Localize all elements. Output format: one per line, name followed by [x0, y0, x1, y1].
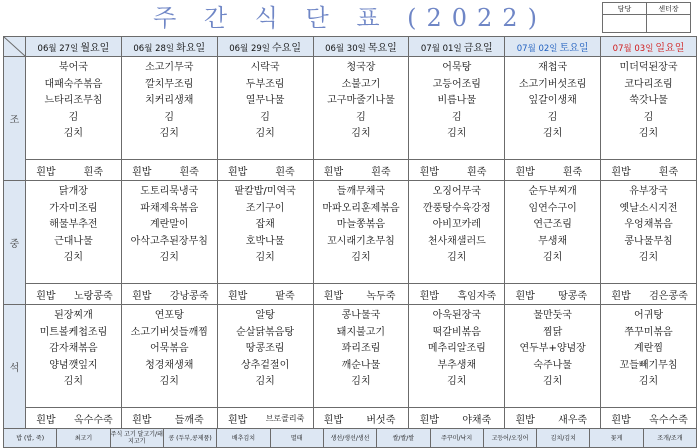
legend-item: 멸태: [271, 429, 324, 447]
dish-item: 치커리생채: [145, 95, 194, 106]
dish-item: 고구마줄기나물: [327, 95, 395, 106]
menu-cell-thu: [313, 57, 409, 181]
dish-list: [218, 305, 313, 407]
approval-director-label: 센터장: [647, 3, 691, 15]
dish-item: 연포탕: [154, 310, 184, 321]
porridge-label: 땅콩죽: [558, 290, 588, 302]
meal-label: 조: [4, 57, 26, 181]
legend-item: 쌀/쌀/쌀: [377, 429, 430, 447]
dish-item: 김치: [351, 376, 371, 387]
dish-list: [122, 305, 217, 407]
dish-item: 미더덕된장국: [619, 62, 678, 73]
dish-item: 깨순나물: [341, 359, 381, 371]
dish-item: 깔치무조림: [145, 78, 194, 90]
dish-list: [601, 181, 696, 283]
rice-porridge-row: [218, 283, 313, 304]
dish-item: 김치: [255, 128, 275, 139]
rice-label: 흰밥: [611, 166, 631, 178]
menu-cell-sat: [505, 305, 601, 429]
dish-item: 김: [260, 111, 270, 123]
dish-item: 소불고기: [341, 78, 381, 90]
dish-item: 연두부+양념장: [519, 343, 586, 354]
rice-porridge-row: [26, 159, 121, 180]
menu-cell-tue: [121, 57, 217, 181]
dish-item: 양념깻잎지: [49, 359, 98, 371]
dish-item: 김치: [255, 252, 275, 263]
menu-cell-thu: [313, 181, 409, 305]
dish-item: 도토리묵냉국: [140, 186, 199, 197]
porridge-label: 흰죽: [371, 166, 391, 178]
rice-label: 흰밥: [515, 290, 535, 302]
dish-item: 땅콩조림: [245, 343, 285, 354]
dish-item: 메추리알조림: [427, 343, 486, 354]
dish-list: [505, 57, 600, 159]
legend-item: 배추김치: [217, 429, 270, 447]
rice-porridge-row: [122, 283, 217, 304]
legend-item: 고등어/오징어: [484, 429, 537, 447]
rice-label: 흰밥: [323, 166, 344, 178]
rice-label: 흰밥: [36, 290, 56, 302]
menu-cell-sun: [601, 305, 697, 429]
menu-cell-tue: [121, 305, 217, 429]
legend-item: 최고기: [57, 429, 110, 447]
rice-label: 흰밥: [132, 166, 152, 178]
approval-staff-label: 담당: [603, 3, 647, 15]
day-header-sun: 07월 03일 일요일: [601, 37, 697, 57]
day-header-fri: 07월 01일 금요일: [409, 37, 505, 57]
dish-item: 꼬시래기초무침: [327, 235, 395, 247]
porridge-label: 노랑콩죽: [74, 290, 113, 302]
dish-item: 소고기버섯조림: [518, 78, 587, 90]
dish-item: 느타리조무침: [44, 95, 103, 106]
day-header-mon: 06월 27일 월요일: [26, 37, 122, 57]
dish-item: 열무나물: [245, 95, 285, 106]
rice-label: 흰밥: [419, 290, 439, 302]
dish-item: 시락국: [250, 62, 280, 73]
meal-label: 중: [4, 181, 26, 305]
menu-cell-wed: [217, 305, 313, 429]
dish-item: 우엉채볶음: [624, 219, 673, 230]
rice-porridge-row: [218, 159, 313, 180]
dish-item: 쑥갓나물: [629, 95, 668, 106]
dish-item: 김치: [542, 376, 563, 387]
menu-cell-fri: [409, 181, 505, 305]
rice-label: 흰밥: [611, 414, 631, 426]
porridge-label: 녹두죽: [366, 290, 396, 302]
porridge-label: 버섯죽: [366, 414, 396, 426]
rice-porridge-row: [122, 159, 217, 180]
rice-porridge-row: [601, 283, 696, 304]
dish-item: 김치: [447, 128, 467, 139]
dish-item: 닭개장: [58, 186, 88, 197]
dish-list: [26, 57, 121, 159]
header-corner: [4, 37, 26, 57]
meal-row: [4, 57, 697, 181]
day-header-tue: 06월 28일 화요일: [121, 37, 217, 57]
rice-label: 흰밥: [515, 414, 535, 426]
dish-item: 고등어조림: [432, 78, 481, 90]
menu-cell-sat: [505, 181, 601, 305]
rice-label: 흰밥: [227, 414, 248, 426]
menu-cell-tue: [121, 181, 217, 305]
dish-item: 계란말이: [149, 219, 189, 230]
dish-item: 오징어무국: [432, 186, 481, 197]
dish-item: 김치: [351, 128, 371, 139]
porridge-label: 새우죽: [558, 414, 588, 426]
dish-item: 부추생채: [437, 359, 477, 371]
dish-list: [26, 305, 121, 407]
day-header-sat: 07월 02일 토요일: [505, 37, 601, 57]
porridge-label: 검은콩죽: [649, 290, 688, 302]
approval-box: [602, 2, 691, 33]
dish-item: 김치: [159, 128, 179, 139]
menu-cell-wed: [217, 181, 313, 305]
diagonal-line-icon: [4, 37, 25, 56]
dish-item: 옛날소시지전: [619, 202, 678, 214]
dish-item: 감자채볶음: [49, 343, 98, 354]
rice-porridge-row: [314, 283, 409, 304]
dish-item: 김치: [63, 376, 84, 387]
menu-cell-sun: [601, 181, 697, 305]
dish-item: 김치: [159, 376, 179, 387]
day-header-thu: 06월 30일 목요일: [313, 37, 409, 57]
rice-label: 흰밥: [227, 290, 248, 302]
dish-item: 김치: [159, 252, 179, 263]
dish-item: 김치: [638, 252, 659, 263]
dish-item: 김치: [447, 252, 467, 263]
rice-label: 흰밥: [515, 166, 535, 178]
porridge-label: 흰죽: [658, 166, 679, 178]
dish-item: 김치: [255, 376, 275, 387]
rice-porridge-row: [409, 159, 504, 180]
dish-item: 청국장: [346, 62, 376, 73]
rice-porridge-row: [601, 159, 696, 180]
dish-item: 김치: [638, 128, 659, 139]
rice-label: 흰밥: [36, 166, 56, 178]
dish-list: [601, 57, 696, 159]
rice-label: 흰밥: [323, 414, 344, 426]
porridge-label: 브로콜리죽: [265, 413, 305, 423]
dish-item: 알탕: [255, 310, 275, 321]
dish-item: 김: [68, 111, 79, 123]
menu-cell-sun: [601, 57, 697, 181]
dish-list: [314, 305, 409, 407]
dish-item: 김치: [447, 376, 467, 387]
day-header-row: [4, 37, 697, 57]
legend-item: 콩 (두부,콩제품): [164, 429, 217, 447]
legend-item: 김치/김치: [537, 429, 590, 447]
menu-cell-mon: [26, 305, 122, 429]
dish-list: [218, 57, 313, 159]
dish-item: 김치: [638, 376, 659, 387]
dish-list: [505, 305, 600, 407]
dish-list: [409, 181, 504, 283]
dish-item: 대패숙주볶음: [44, 78, 103, 90]
dish-item: 상추겉절이: [240, 359, 290, 371]
legend-item: 밥 (밥, 죽): [4, 429, 57, 447]
dish-item: 꼬들빼기무침: [619, 359, 678, 371]
dish-item: 물만둣국: [533, 310, 572, 321]
dish-item: 돼지불고기: [336, 326, 386, 338]
dish-item: 김치: [351, 252, 371, 263]
dish-item: 가자미조림: [49, 202, 98, 214]
dish-item: 해물부추전: [49, 219, 98, 230]
dish-list: [505, 181, 600, 283]
legend-item: 조개/조개: [657, 434, 683, 442]
dish-item: 깐풍탕수육강정: [422, 202, 491, 214]
dish-item: 북어국: [58, 62, 88, 73]
dish-item: 콩나물국: [341, 310, 381, 321]
dish-item: 청경채생채: [145, 359, 194, 371]
dish-item: 마파오리훈제볶음: [322, 202, 400, 214]
legend-item: 주식 고기 달고기/돼지고기: [110, 431, 163, 445]
porridge-label: 흰죽: [467, 166, 487, 178]
rice-label: 흰밥: [419, 414, 439, 426]
porridge-label: 옥수수죽: [74, 414, 113, 426]
dish-list: [601, 305, 696, 407]
legend-item: 생선/생선/생선: [324, 429, 377, 447]
legend-item: 주꾸미/낙지: [431, 429, 484, 447]
dish-item: 콩나물무침: [624, 235, 673, 247]
dish-item: 소고기무국: [145, 62, 194, 73]
approval-director-sign: [647, 15, 691, 33]
dish-item: 천사채샐러드: [427, 235, 486, 247]
dish-item: 쭈꾸미볶음: [624, 326, 673, 338]
dish-item: 마늘쫑볶음: [336, 219, 386, 230]
rice-label: 흰밥: [132, 414, 152, 426]
dish-item: 두부조림: [245, 78, 285, 90]
porridge-label: 흰죽: [83, 166, 103, 178]
dish-item: 호박나물: [245, 235, 285, 247]
dish-item: 임연수구이: [528, 202, 577, 214]
dish-item: 김치: [63, 128, 84, 139]
dish-item: 팥칼밥/미역국: [234, 186, 296, 197]
dish-item: 비름나물: [437, 95, 477, 106]
dish-item: 찜닭: [542, 326, 563, 338]
porridge-label: 야채죽: [462, 414, 492, 426]
dish-item: 미트볼케첩조림: [39, 326, 108, 338]
meal-row: [4, 305, 697, 429]
page-title: 주 간 식 단 표 (2022): [153, 4, 547, 32]
rice-porridge-row: [409, 283, 504, 304]
dish-item: 김: [547, 111, 558, 123]
rice-porridge-row: [314, 159, 409, 180]
dish-item: 된장찌개: [54, 310, 93, 321]
bottom-border: [3, 425, 697, 441]
dish-item: 코다리조림: [624, 78, 673, 90]
menu-cell-sat: [505, 57, 601, 181]
porridge-label: 흑임자죽: [457, 290, 497, 302]
porridge-label: 옥수수죽: [649, 414, 688, 426]
dish-item: 어귀탕: [634, 310, 664, 321]
dish-item: 순살닭볶음탕: [236, 326, 295, 338]
dish-item: 어묵탕: [442, 62, 472, 73]
menu-cell-fri: [409, 57, 505, 181]
dish-item: 아비꼬카레: [432, 219, 481, 230]
dish-item: 김치: [63, 252, 84, 263]
dish-list: [409, 57, 504, 159]
dish-list: [122, 181, 217, 283]
dish-item: 조기구이: [245, 202, 285, 214]
dish-item: 계란찜: [634, 343, 664, 354]
dish-item: 숙주나물: [533, 359, 572, 371]
dish-list: [314, 57, 409, 159]
dish-item: 김: [164, 111, 175, 123]
porridge-label: 흰죽: [275, 166, 295, 178]
dish-item: 근대나물: [54, 235, 93, 247]
meal-row: [4, 181, 697, 305]
rice-label: 흰밥: [36, 414, 56, 426]
rice-label: 흰밥: [611, 290, 631, 302]
dish-item: 김: [451, 111, 462, 123]
dish-item: 아삭고추된장무침: [130, 235, 208, 247]
dish-list: [314, 181, 409, 283]
rice-porridge-row: [26, 283, 121, 304]
dish-item: 김치: [542, 128, 563, 139]
porridge-label: 흰죽: [179, 166, 199, 178]
dish-item: 김: [643, 111, 654, 123]
approval-staff-sign: [603, 15, 647, 33]
dish-item: 꽈리조림: [341, 343, 381, 354]
legend-item: 꽃게: [590, 429, 643, 447]
dish-item: 연근조림: [533, 219, 572, 230]
dish-item: 재첩국: [538, 62, 568, 73]
porridge-label: 팥죽: [275, 290, 295, 302]
dish-item: 유부장국: [629, 186, 668, 197]
rice-porridge-row: [505, 283, 600, 304]
dish-list: [26, 181, 121, 283]
porridge-label: 들깨죽: [174, 414, 204, 426]
dish-item: 잎갈이생채: [528, 95, 577, 106]
dish-item: 어묵볶음: [149, 343, 189, 354]
menu-cell-wed: [217, 57, 313, 181]
dish-list: [409, 305, 504, 407]
dish-item: 들깨무채국: [336, 186, 386, 197]
rice-label: 흰밥: [323, 290, 344, 302]
dish-item: 파채제육볶음: [140, 202, 199, 214]
menu-cell-mon: [26, 57, 122, 181]
menu-cell-thu: [313, 305, 409, 429]
rice-label: 흰밥: [227, 166, 248, 178]
dish-item: 순두부찌개: [528, 186, 577, 197]
rice-label: 흰밥: [132, 290, 152, 302]
dish-list: [218, 181, 313, 283]
dish-item: 소고기버섯들깨찜: [130, 326, 208, 338]
weekly-menu-table: [3, 36, 697, 448]
day-header-wed: 06월 29일 수요일: [217, 37, 313, 57]
menu-body: [4, 57, 697, 429]
dish-item: 아욱된장국: [432, 310, 481, 321]
meal-label: 석: [4, 305, 26, 429]
dish-item: 잡채: [255, 219, 275, 230]
rice-label: 흰밥: [419, 166, 439, 178]
porridge-label: 흰죽: [562, 166, 583, 178]
menu-cell-fri: [409, 305, 505, 429]
dish-item: 김치: [542, 252, 563, 263]
dish-item: 김: [356, 111, 366, 123]
dish-item: 떡갈비볶음: [432, 326, 481, 338]
porridge-label: 강낭콩죽: [169, 290, 209, 302]
rice-porridge-row: [505, 159, 600, 180]
dish-item: 무생채: [538, 235, 568, 247]
dish-list: [122, 57, 217, 159]
menu-cell-mon: [26, 181, 122, 305]
